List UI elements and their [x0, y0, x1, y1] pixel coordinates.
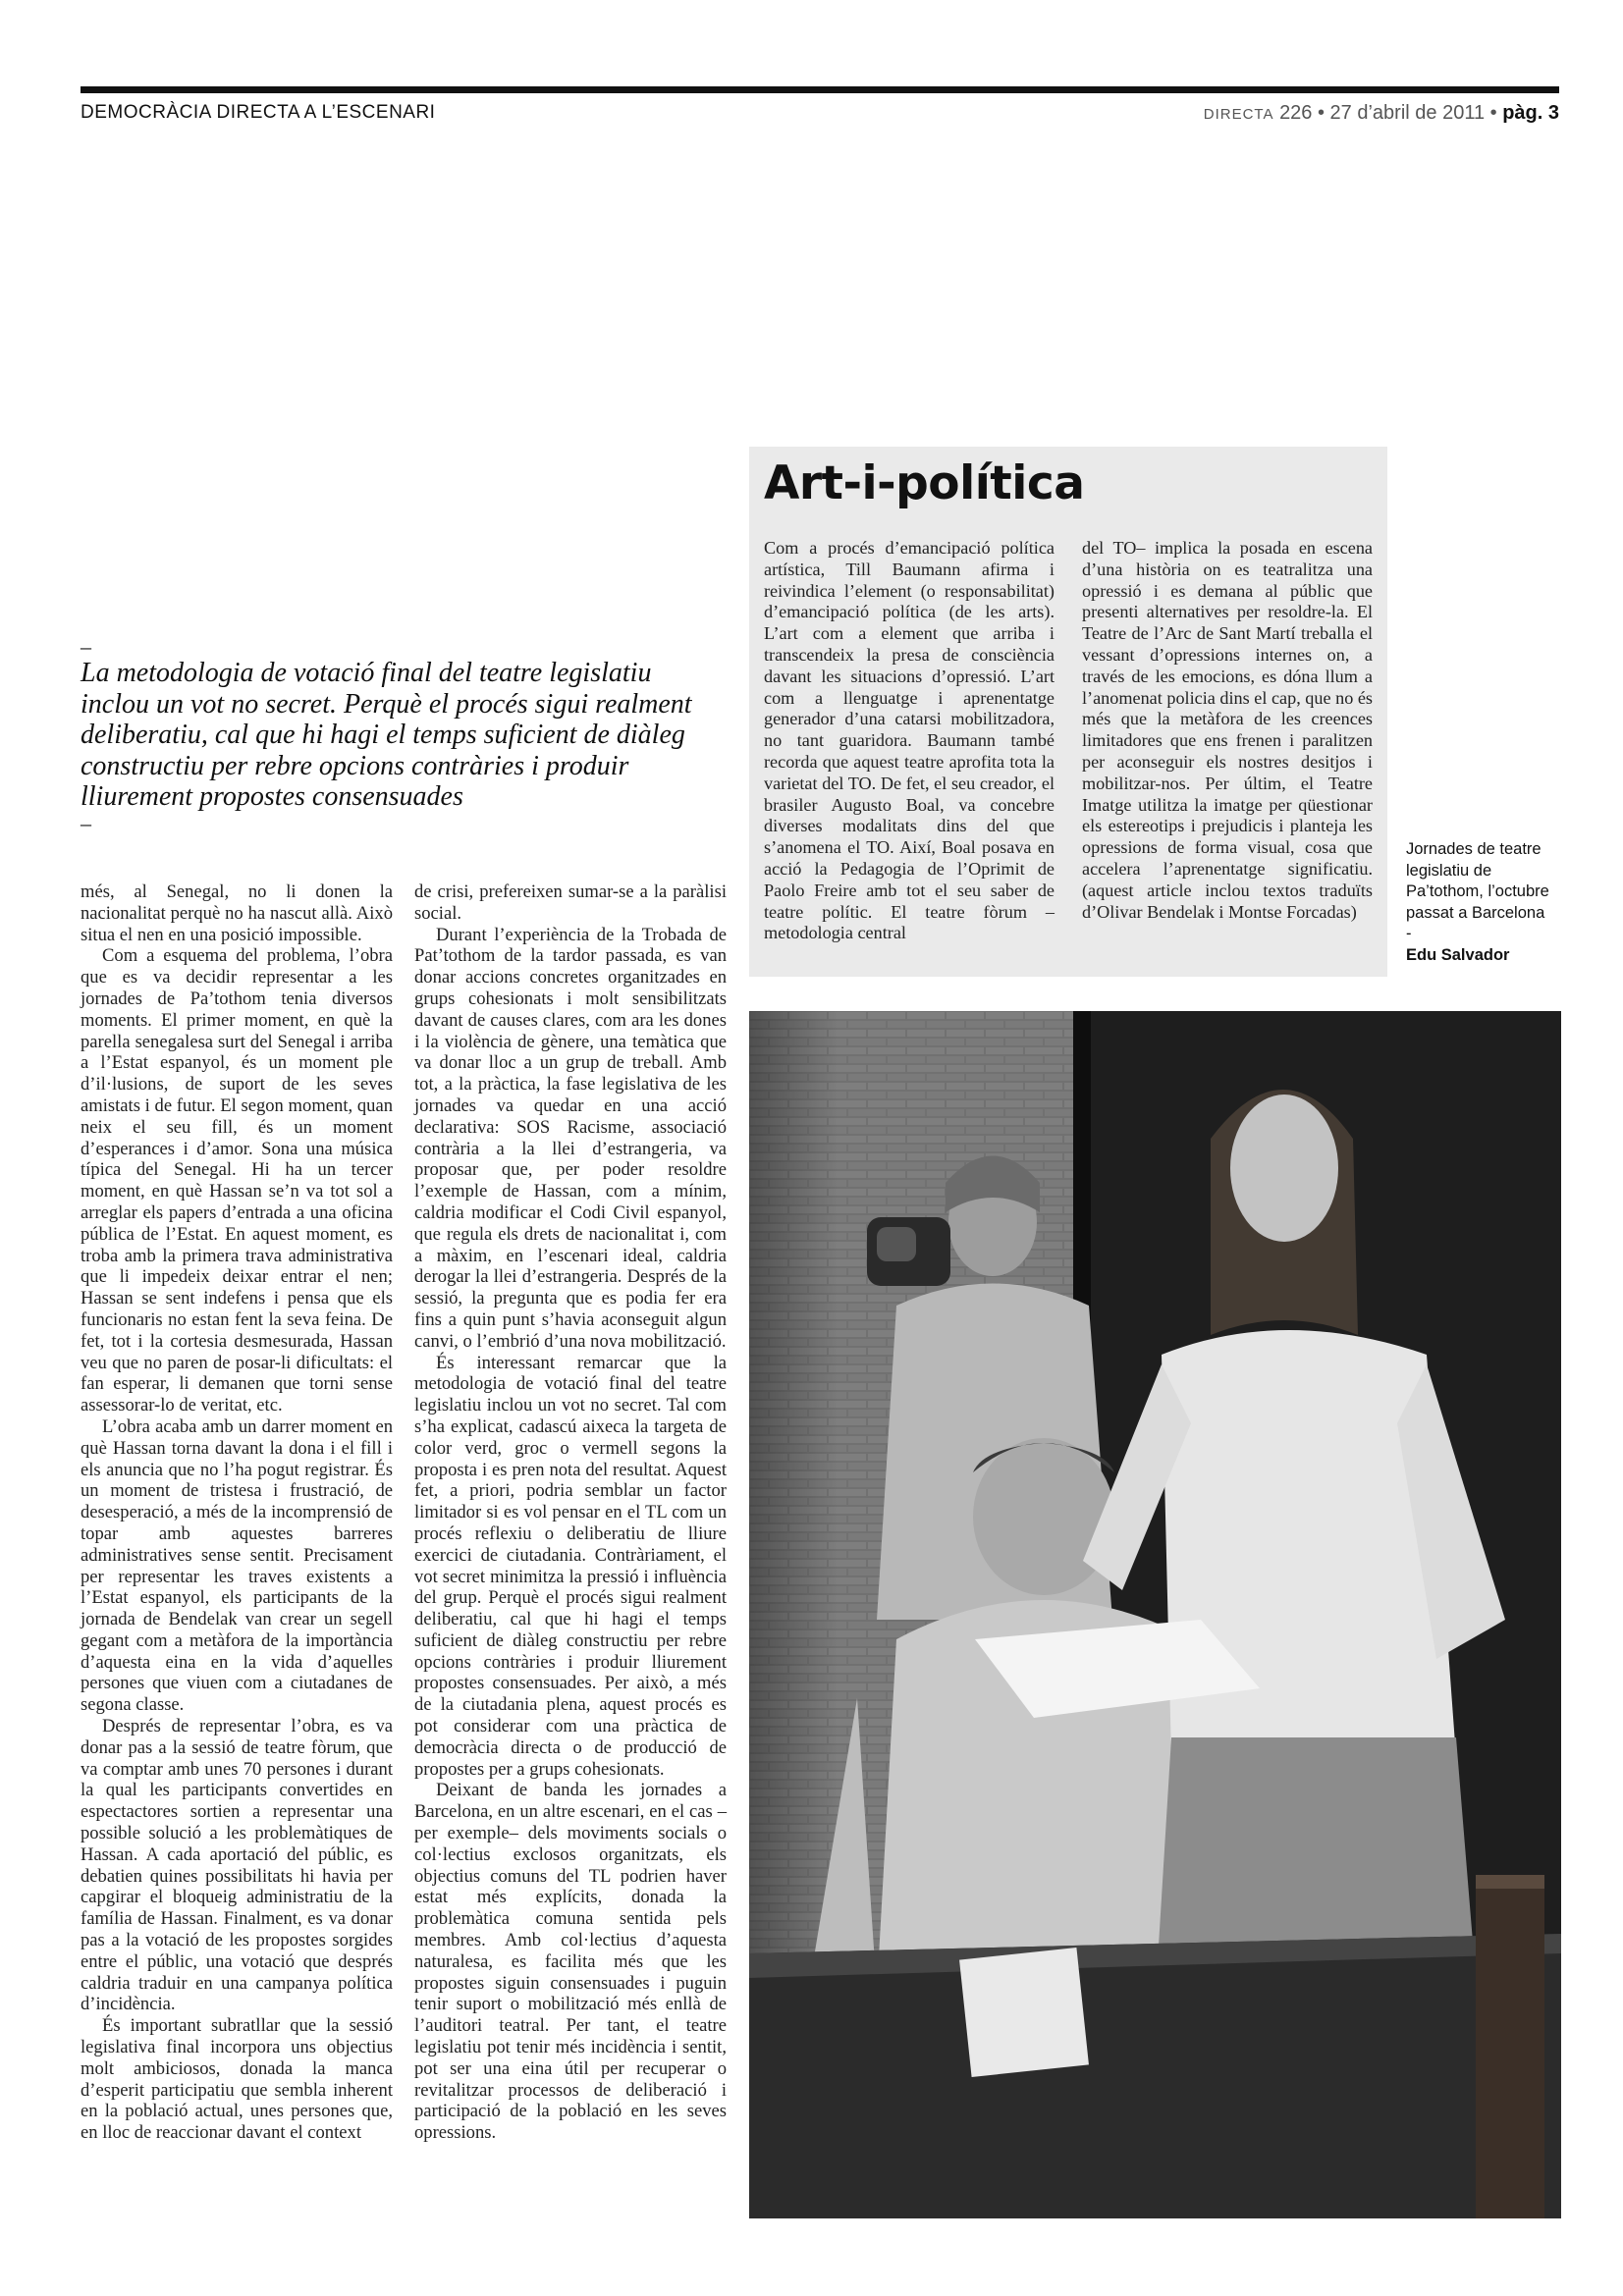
photo-credit: Edu Salvador — [1406, 945, 1510, 964]
body-paragraph: més, al Senegal, no li donen la nacionalitat perquè no ha nascut allà. Això situa el nen en una posició impossible. — [81, 881, 393, 945]
body-column-1 — [81, 881, 393, 2144]
section-title: DEMOCRÀCIA DIRECTA A L’ESCENARI — [81, 102, 436, 123]
sidebar-paragraph: del TO– implica la posada en escena d’una història on es teatralitza una opressió i es demana al públic que presenti alternatives per resoldre-la. El Teatre de l’Arc de Sant Martí treballa el vessant d’opressions internes on, a través de les emocions, es dóna llum a l’anomenat policia dins el cap, que no és més que la metàfora de les creences limitadores que ens frenen i paralitzen per aconseguir els nostres desitjos i mobilitzar-nos. Per últim, el Teatre Imatge utilitza la imatge per qüestionar els estereotips i prejudicis i planteja les opressions de forma visual, cosa que accelera l’aprenentatge significatiu. (aquest article inclou textos traduïts d’Olivar Bendelak i Montse Forcadas) — [1082, 538, 1373, 922]
body-paragraph: de crisi, prefereixen sumar-se a la paràlisi social. — [414, 881, 727, 924]
body-paragraph: Deixant de banda les jornades a Barcelona, en un altre escenari, en el cas –per exemple– dels moviments socials o col·lectius exclosos organitzats, els objectius comuns del TL podrien haver estat més explícits, donada la problemàtica comuna sentida pels membres. Amb col·lectius d’aquesta naturalesa, es facilita més que les propostes siguin consensuades i puguin tenir suport o mobilització més enllà de l’auditori teatral. Per tant, el teatre legislatiu pot tenir més incidència i sentit, pot ser una eina útil per recuperar o revitalitzar processos de deliberació i participació de la població en les seves opressions. — [414, 1780, 727, 2144]
page-info — [1204, 102, 1559, 125]
sidebar-paragraph: Com a procés d’emancipació política artística, Till Baumann afirma i reivindica l’element (o responsabilitat) d’emancipació política (de les arts). L’art com a element que arriba i transcendeix la presa de consciència davant les situacions d’opressió. L’art com a llenguatge i aprenentatge generador d’una catarsi mobilitzadora, no tant guaridora. Baumann també recorda que aquest teatre aprofita tota la varietat del TO. De fet, el seu creador, el brasiler Augusto Boal, va concebre diverses modalitats dins del que s’anomena el TO. Així, Boal posava en acció la Pedagogia de l’Oprimit de Paolo Freire amb tot el seu saber de teatre polític. El teatre fòrum –metodologia central — [764, 538, 1055, 943]
photo-caption — [1406, 839, 1563, 966]
publication-name: DIRECTA — [1203, 106, 1274, 123]
issue-date: 226 • 27 d’abril de 2011 • — [1279, 102, 1497, 124]
news-photo — [749, 1011, 1561, 2218]
quote-text: La metodologia de votació final del teatre legislatiu inclou un vot no secret. Perquè el procés sigui realment deliberatiu, cal que hi hagi el temps suficient de diàleg constructiu per rebre opcions contràries i produir lliurement propostes consensuades — [81, 658, 692, 812]
sidebar-column-1 — [764, 538, 1055, 944]
body-paragraph: Com a esquema del problema, l’obra que es va decidir representar a les jornades de Pa’tothom tenia diversos moments. El primer moment, en què la parella senegalesa surt del Senegal i arriba a l’Estat espanyol, és un moment ple d’il·lusions, de suport de les seves amistats i de futur. El segon moment, quan neix el seu fill, és un moment d’esperances i d’amor. Sona una música típica del Senegal. Hi ha un tercer moment, en què Hassan se’n va tot sol a arreglar els papers d’entrada a una oficina pública de l’Estat. En aquest moment, es troba amb la primera trava administrativa que li impedeix deixar entrar el nen; Hassan se sent indefens i pensa que els funcionaris no estan fent la seva feina. De fet, tot i la cortesia desmesurada, Hassan veu que no paren de posar-li dificultats: el fan esperar, li demanen que torni sense assessorar-lo de veritat, etc. — [81, 945, 393, 1416]
page-number: pàg. 3 — [1502, 102, 1559, 124]
body-paragraph: És important subratllar que la sessió legislativa final incorpora uns objectius molt ambiciosos, donada la manca d’esperit participatiu que sembla inherent en la població actual, unes persones que, en lloc de reaccionar davant el context — [81, 2015, 393, 2144]
header-rule — [81, 86, 1559, 93]
caption-text: Jornades de teatre legislatiu de Pa’tothom, l’octubre passat a Barcelona — [1406, 840, 1549, 922]
body-column-2 — [414, 881, 727, 2144]
body-paragraph: Després de representar l’obra, es va donar pas a la sessió de teatre fòrum, que va comptar amb unes 70 persones i durant la qual les participants convertides en espectactores sortien a representar una possible solució a les problemàtiques de Hassan. A cada aportació del públic, es debatien quines possibilitats hi havia per capgirar el bloqueig administratiu de la família de Hassan. Finalment, es va donar pas a la votació de les propostes sorgides entre el públic, una votació que després caldria traduir en una campanya política d’incidència. — [81, 1716, 393, 2015]
caption-dash: - — [1406, 925, 1412, 942]
quote-dash-top: – — [81, 634, 91, 659]
sidebar-column-2 — [1082, 538, 1373, 923]
body-paragraph: És interessant remarcar que la metodologia de votació final del teatre legislatiu inclou un vot no secret. Tal com s’ha explicat, cadascú aixeca la targeta de color verd, groc o vermell segons la proposta i es pren nota del resultat. Aquest fet, a priori, podria semblar un factor limitador si es vol pensar en el TL com un procés reflexiu o deliberatiu de lliure exercici de ciutadania. Contràriament, el vot secret minimitza la pressió i influència del grup. Perquè el procés sigui realment deliberatiu, cal que hi hagi el temps suficient de diàleg constructiu per rebre opcions contràries i produir lliurement propostes consensuades. Per això, a més de la ciutadania plena, aquest procés es pot considerar com una pràctica de democràcia directa o de producció de propostes per a grups cohesionats. — [414, 1352, 727, 1780]
body-paragraph: Durant l’experiència de la Trobada de Pat’tothom de la tardor passada, es van donar accions concretes organitzades en grups cohesionats i molt sensibilitzats davant de causes clares, com ara les dones i la violència de gènere, una temàtica que va donar lloc a un grup de treball. Amb tot, a la pràctica, la fase legislativa de les jornades va quedar en una acció declarativa: SOS Racisme, associació contrària a la llei d’estrangeria, va proposar que, per poder resoldre l’exemple de Hassan, com a mínim, caldria modificar el Codi Civil espanyol, que regula els drets de nacionalitat i, com a màxim, en l’escenari ideal, caldria derogar la llei d’estrangeria. Després de la sessió, la pregunta que es podia fer era fins a quin punt s’havia aconseguit algun canvi, o l’embrió d’una nova mobilització. — [414, 924, 727, 1352]
quote-dash-bottom: – — [81, 810, 91, 835]
photo-illustration — [749, 1011, 1561, 2218]
body-paragraph: L’obra acaba amb un darrer moment en què Hassan torna davant la dona i el fill i els anuncia que no l’ha pogut registrar. És un moment de tristesa i frustració, de desesperació, a més de la incomprensió de topar amb aquestes barreres administratives sense sentit. Precisament per representar les traves existents a l’Estat espanyol, els participants de la jornada de Bendelak van crear un segell gegant com a metàfora de la importància d’aquesta eina en la vida d’aquelles persones que viuen com a ciutadanes de segona classe. — [81, 1415, 393, 1716]
sidebar-title: Art-i-política — [764, 456, 1085, 510]
pull-quote — [81, 636, 727, 834]
